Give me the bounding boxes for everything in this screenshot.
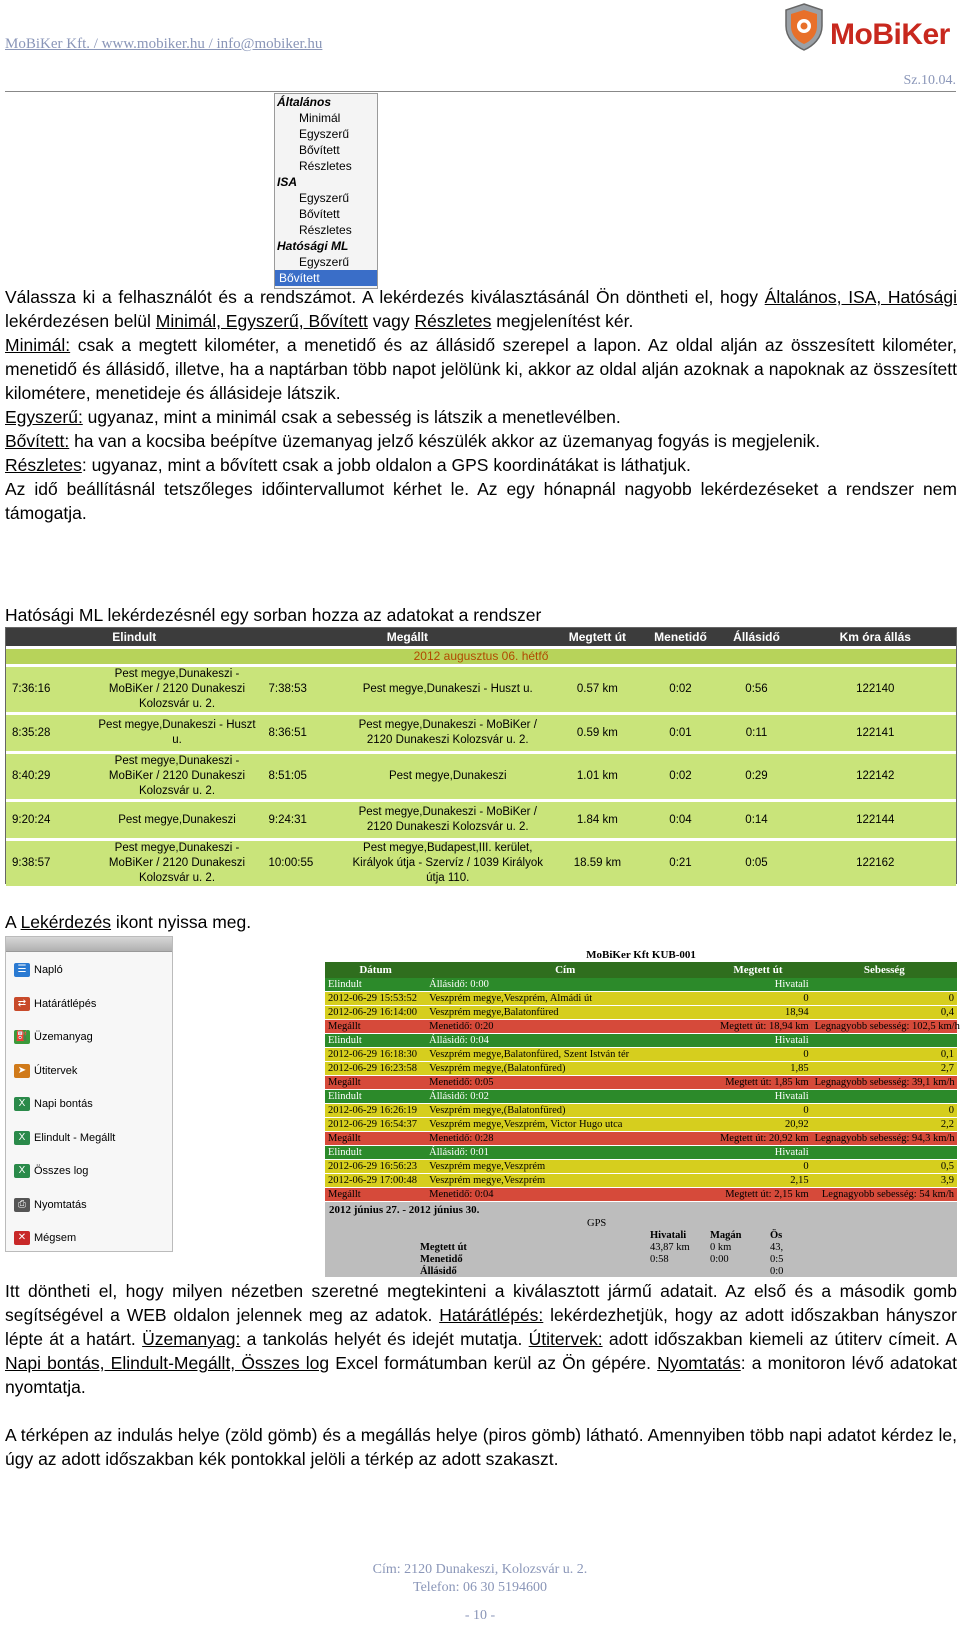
summary-row xyxy=(420,1254,960,1266)
header-company-line[interactable]: MoBiKer Kft. / www.mobiker.hu / info@mobiker.hu xyxy=(5,36,323,52)
report-cell: 1,85 xyxy=(704,1062,811,1076)
report-cell: 0 xyxy=(812,992,957,1006)
menu-item-label: Útitervek xyxy=(34,1064,78,1077)
report-cell: 2012-06-29 16:54:37 xyxy=(325,1118,426,1132)
table-cell: 1.01 km xyxy=(552,753,642,801)
report-cell: Állásidő: 0:01 xyxy=(426,1146,704,1160)
text-run: lekérdezésen belül xyxy=(5,311,156,331)
report-header: Megtett út xyxy=(704,962,811,978)
report-cell: Legnagyobb sebesség: 102,5 km/h xyxy=(812,1020,957,1034)
report-row xyxy=(325,1188,957,1202)
dropdown-option[interactable]: Általános xyxy=(277,95,332,109)
summary-cell: Állásidő xyxy=(420,1266,457,1277)
report-cell: Elindult xyxy=(325,1034,426,1048)
underlined-term: Bővített: xyxy=(5,431,70,451)
underlined-term: Napi bontás, Elindult-Megállt, Összes log xyxy=(5,1353,330,1373)
summary-header: Hivatali xyxy=(650,1230,687,1241)
text-run: ugyanaz, mint a minimál csak a sebesség is látszik a menetlevélben. xyxy=(82,407,621,427)
table-row xyxy=(6,714,956,753)
ml-table-screenshot xyxy=(5,627,957,884)
table-row xyxy=(6,840,956,887)
report-cell: 0,1 xyxy=(812,1048,957,1062)
menu-item[interactable] xyxy=(14,1093,93,1115)
text-run: megjelenítést kér. xyxy=(491,311,634,331)
summary-cell: Menetidő xyxy=(420,1254,463,1265)
report-cell: Veszprém megye,(Balatonfüred) xyxy=(426,1104,704,1118)
text-run: Itt döntheti el, hogy milyen nézetben szeretné megtekinteni a kiválasztott jármű adatait. Az első és a második gomb segítségével a WEB oldalon jelennek meg az adatok. xyxy=(5,1281,957,1325)
table-cell: 0:05 xyxy=(719,840,795,887)
table-cell: 0:14 xyxy=(719,801,795,840)
text-run: Excel formátumban kerül az Ön gépére. xyxy=(329,1353,658,1373)
summary-row xyxy=(420,1242,960,1254)
report-cell: 0,4 xyxy=(812,1006,957,1020)
printer-icon: ⎙ xyxy=(14,1198,30,1212)
table-cell: 0:02 xyxy=(643,753,719,801)
footer-address: Cím: 2120 Dunakeszi, Kolozsvár u. 2. xyxy=(372,1562,588,1577)
table-cell: 122141 xyxy=(795,714,957,753)
underlined-term: Üzemanyag: xyxy=(142,1329,241,1349)
report-header: Dátum xyxy=(325,962,426,978)
report-row xyxy=(325,992,957,1006)
underlined-term: Határátlépés: xyxy=(439,1305,544,1325)
view-options-paragraph xyxy=(5,1279,957,1399)
text-run: : ugyanaz, mint a bővített csak a jobb oldalon a GPS koordinátákat is láthatjuk. xyxy=(81,455,691,475)
page-number: - 10 - xyxy=(464,1608,496,1623)
report-cell: Hivatali xyxy=(704,1090,811,1104)
text-run: Az idő beállításnál tetszőleges időintervallumot kérhet le. Az egy hónapnál nagyobb lekérdezéseket a rendszer nem támogatja. xyxy=(5,479,957,523)
menu-titlebar xyxy=(6,937,172,952)
mobiker-logo xyxy=(782,2,957,54)
ml-header: Megállt xyxy=(263,628,553,648)
cancel-icon: ✕ xyxy=(14,1231,30,1245)
underlined-term: Minimál: xyxy=(5,335,71,355)
query-icon-caption xyxy=(5,910,957,934)
table-cell: 9:38:57 xyxy=(6,840,92,887)
report-cell: Menetidő: 0:28 xyxy=(426,1132,704,1146)
dropdown-option[interactable]: Egyszerű xyxy=(299,191,350,205)
summary-spacer xyxy=(420,1230,650,1242)
menu-item[interactable] xyxy=(14,1160,88,1182)
ml-header: Menetidő xyxy=(643,628,719,648)
table-cell: 0:11 xyxy=(719,714,795,753)
menu-item[interactable] xyxy=(14,993,96,1015)
table-cell: 10:00:55 xyxy=(263,840,344,887)
summary-cell: Megtett út xyxy=(420,1242,467,1253)
ml-header: Elindult xyxy=(6,628,263,648)
table-row xyxy=(6,801,956,840)
report-screenshot xyxy=(325,949,960,1277)
table-cell: 0:01 xyxy=(643,714,719,753)
table-cell: Pest megye,Dunakeszi - MoBiKer / 2120 Dunakeszi Kolozsvár u. 2. xyxy=(343,801,552,840)
report-cell: 2,2 xyxy=(812,1118,957,1132)
report-row xyxy=(325,978,957,992)
table-cell: 0:29 xyxy=(719,753,795,801)
report-cell: 0 xyxy=(704,1048,811,1062)
report-cell: Megállt xyxy=(325,1188,426,1202)
text-run: vagy xyxy=(367,311,415,331)
report-cell: Veszprém megye,Veszprém xyxy=(426,1174,704,1188)
report-cell: Veszprém megye,Veszprém, Almádi út xyxy=(426,992,704,1006)
text-run: : a monitoron lévő adatokat nyomtatja. xyxy=(5,1353,957,1397)
report-row xyxy=(325,1076,957,1090)
menu-item[interactable] xyxy=(14,1227,76,1249)
report-cell xyxy=(812,1090,957,1104)
menu-item-label: Napi bontás xyxy=(34,1098,93,1110)
report-summary xyxy=(325,1202,957,1277)
header-divider xyxy=(5,91,956,92)
table-cell: Pest megye,Dunakeszi - MoBiKer / 2120 Dunakeszi Kolozsvár u. 2. xyxy=(92,840,263,887)
table-cell: 0:02 xyxy=(643,666,719,714)
report-row xyxy=(325,1160,957,1174)
report-cell: 2,7 xyxy=(812,1062,957,1076)
report-cell xyxy=(812,1034,957,1048)
text-run: a tankolás helyét és idejét mutatja. xyxy=(240,1329,529,1349)
report-cell: Menetidő: 0:05 xyxy=(426,1076,704,1090)
report-cell: Elindult xyxy=(325,1146,426,1160)
menu-item-label: Elindult - Megállt xyxy=(34,1131,116,1144)
summary-cell: 0 km xyxy=(710,1242,732,1253)
text-run: ikont nyissa meg. xyxy=(111,912,252,932)
dropdown-option[interactable]: Részletes xyxy=(299,159,352,173)
dropdown-option[interactable]: Egyszerű xyxy=(299,255,350,269)
dropdown-option[interactable]: Bővített xyxy=(275,270,377,286)
report-cell: Veszprém megye,Veszprém xyxy=(426,1160,704,1174)
query-type-dropdown[interactable] xyxy=(274,93,378,289)
report-period: 2012 június 27. - 2012 június 30. xyxy=(329,1204,480,1216)
report-cell xyxy=(812,1146,957,1160)
report-cell: 0 xyxy=(704,1104,811,1118)
report-cell: Megtett út: 1,85 km xyxy=(704,1076,811,1090)
menu-item-label: Napló xyxy=(34,964,63,976)
text-run: Válassza ki a felhasználót és a rendszámot. A lekérdezés kiválasztásánál Ön döntheti el, hogy xyxy=(5,287,765,307)
table-cell: Pest megye,Dunakeszi - MoBiKer / 2120 Dunakeszi Kolozsvár u. 2. xyxy=(92,666,263,714)
table-cell: 122142 xyxy=(795,753,957,801)
report-row xyxy=(325,1090,957,1104)
report-cell: 3,9 xyxy=(812,1174,957,1188)
excel-icon: X xyxy=(14,1164,30,1178)
report-cell: Megtett út: 18,94 km xyxy=(704,1020,811,1034)
table-cell: 9:20:24 xyxy=(6,801,92,840)
report-header: Sebesség xyxy=(812,962,957,978)
report-row xyxy=(325,1020,957,1034)
report-cell xyxy=(812,978,957,992)
underlined-term: Általános, ISA, Hatósági xyxy=(764,287,957,307)
report-row xyxy=(325,1132,957,1146)
underlined-term: Részletes xyxy=(414,311,492,331)
report-cell: 2,15 xyxy=(704,1174,811,1188)
report-cell: 18,94 xyxy=(704,1006,811,1020)
table-cell: Pest megye,Budapest,III. kerület, Királyok útja - Szervíz / 1039 Királyok útja 110. xyxy=(343,840,552,887)
excel-icon: X xyxy=(14,1131,30,1145)
report-cell: Veszprém megye,Balatonfüred xyxy=(426,1006,704,1020)
underlined-term: Minimál, Egyszerű, Bővített xyxy=(155,311,368,331)
footer-phone: Telefon: 06 30 5194600 xyxy=(413,1580,547,1595)
menu-item[interactable] xyxy=(14,1026,93,1048)
report-cell: 2012-06-29 15:53:52 xyxy=(325,992,426,1006)
ml-caption: Hatósági ML lekérdezésnél egy sorban hozza az adatokat a rendszer xyxy=(5,605,542,625)
report-cell: 2012-06-29 16:56:23 xyxy=(325,1160,426,1174)
report-cell: Veszprém megye,(Balatonfüred) xyxy=(426,1062,704,1076)
intro-paragraph xyxy=(5,285,957,525)
table-cell: 0.57 km xyxy=(552,666,642,714)
menu-item-label: Üzemanyag xyxy=(34,1031,93,1043)
table-cell: 8:51:05 xyxy=(263,753,344,801)
table-cell: 0:56 xyxy=(719,666,795,714)
report-cell: Legnagyobb sebesség: 54 km/h xyxy=(812,1188,957,1202)
table-cell: 8:35:28 xyxy=(6,714,92,753)
report-cell: 2012-06-29 16:18:30 xyxy=(325,1048,426,1062)
report-cell: 0 xyxy=(812,1104,957,1118)
fuel-icon: ⛽ xyxy=(15,1031,29,1043)
table-row xyxy=(6,666,956,714)
report-cell: Legnagyobb sebesség: 94,3 km/h xyxy=(812,1132,957,1146)
summary-cell: 43,87 km xyxy=(650,1242,690,1253)
report-row xyxy=(325,1118,957,1132)
dropdown-option[interactable]: Hatósági ML xyxy=(277,239,349,253)
report-cell: 2012-06-29 16:23:58 xyxy=(325,1062,426,1076)
underlined-term: Egyszerű: xyxy=(5,407,83,427)
menu-item-label: Határátlépés xyxy=(34,997,97,1010)
summary-cell: 0:00 xyxy=(710,1254,729,1265)
ml-header: Megtett út xyxy=(552,628,642,648)
report-cell: 2012-06-29 16:26:19 xyxy=(325,1104,426,1118)
summary-cell: 0:5 xyxy=(770,1254,784,1265)
report-cell: Veszprém megye,Balatonfüred, Szent István tér xyxy=(426,1048,704,1062)
report-row xyxy=(325,1006,957,1020)
summary-cell xyxy=(650,1266,710,1278)
route-icon: ➤ xyxy=(14,1064,30,1078)
table-cell: 122140 xyxy=(795,666,957,714)
report-cell: Megállt xyxy=(325,1132,426,1146)
table-row xyxy=(6,753,956,801)
report-cell: Menetidő: 0:20 xyxy=(426,1020,704,1034)
report-gps-label: GPS xyxy=(587,1218,607,1229)
text-run: csak a megtett kilométer, a menetidő és az állásidő szerepel a lapon. Az oldal alján az összesített kilométer, menetidő és állásidő, illetve, ha a naptárban több napot jelölünk ki, akkor az oldal alján azoknak a napoknak az összesített kilométere, menetideje és állásideje látszik. xyxy=(5,335,957,403)
report-header: Cím xyxy=(426,962,704,978)
report-row xyxy=(325,1174,957,1188)
report-cell: 2012-06-29 17:00:48 xyxy=(325,1174,426,1188)
text-run: adott időszakban kiemeli az útiterv címeit. A xyxy=(602,1329,957,1349)
table-cell: 8:40:29 xyxy=(6,753,92,801)
report-row xyxy=(325,1048,957,1062)
report-cell: 20,92 xyxy=(704,1118,811,1132)
summary-header: Magán xyxy=(710,1230,742,1241)
underlined-term: Lekérdezés xyxy=(20,912,112,932)
report-cell: Veszprém megye,Veszprém, Victor Hugo utca xyxy=(426,1118,704,1132)
table-cell: 7:38:53 xyxy=(263,666,344,714)
shield-icon xyxy=(782,2,826,52)
report-cell: Megtett út: 2,15 km xyxy=(704,1188,811,1202)
excel-icon: X xyxy=(14,1097,30,1111)
report-cell: 0 xyxy=(704,1160,811,1174)
table-cell: 7:36:16 xyxy=(6,666,92,714)
table-cell: Pest megye,Dunakeszi - Huszt u. xyxy=(92,714,263,753)
report-cell: Megállt xyxy=(325,1020,426,1034)
log-icon: ☰ xyxy=(14,963,30,977)
summary-cell: 43, xyxy=(770,1242,784,1253)
ml-date-row: 2012 augusztus 06. hétfő xyxy=(6,648,956,666)
table-cell: Pest megye,Dunakeszi xyxy=(343,753,552,801)
report-cell: Menetidő: 0:04 xyxy=(426,1188,704,1202)
table-cell: Pest megye,Dunakeszi - MoBiKer / 2120 Dunakeszi Kolozsvár u. 2. xyxy=(343,714,552,753)
summary-cell xyxy=(710,1266,770,1278)
border-crossing-icon: ⇄ xyxy=(14,997,30,1011)
table-cell: 9:24:31 xyxy=(263,801,344,840)
table-cell: 18.59 km xyxy=(552,840,642,887)
underlined-term: Útitervek: xyxy=(528,1329,603,1349)
underlined-term: Részletes xyxy=(5,455,82,475)
logo-text: MoBiKer xyxy=(830,18,950,51)
report-title: MoBiKer Kft KUB-001 xyxy=(586,949,696,961)
summary-cell: 0:58 xyxy=(650,1254,669,1265)
text-run: lekérdezhetjük, hogy az adott időszakban hányszor lépte át a határt. xyxy=(5,1305,957,1349)
dropdown-option[interactable]: Részletes xyxy=(299,223,352,237)
menu-item[interactable] xyxy=(14,959,63,981)
table-cell: 8:36:51 xyxy=(263,714,344,753)
report-cell: Hivatali xyxy=(704,1034,811,1048)
menu-item-label: Mégsem xyxy=(34,1232,77,1244)
report-cell: Legnagyobb sebesség: 39,1 km/h xyxy=(812,1076,957,1090)
report-cell: Elindult xyxy=(325,978,426,992)
report-row xyxy=(325,1104,957,1118)
dropdown-option[interactable]: Minimál xyxy=(299,111,341,125)
report-cell: Hivatali xyxy=(704,1146,811,1160)
menu-item-label: Összes log xyxy=(34,1165,89,1177)
menu-item[interactable] xyxy=(14,1060,77,1082)
table-cell: 0:04 xyxy=(643,801,719,840)
ml-header: Km óra állás xyxy=(795,628,957,648)
table-cell: Pest megye,Dunakeszi xyxy=(92,801,263,840)
text-run: ha van a kocsiba beépítve üzemanyag jelző készülék akkor az üzemanyag fogyás is megjelenik. xyxy=(69,431,821,451)
summary-header-row xyxy=(420,1230,960,1242)
report-cell: Állásidő: 0:04 xyxy=(426,1034,704,1048)
summary-cell: 0:0 xyxy=(770,1266,784,1277)
dropdown-option[interactable]: Bővített xyxy=(299,143,340,157)
summary-row xyxy=(420,1266,960,1278)
dropdown-option[interactable]: Egyszerű xyxy=(299,127,350,141)
menu-item[interactable] xyxy=(14,1194,87,1216)
report-cell: 0 xyxy=(704,992,811,1006)
dropdown-option[interactable]: Bővített xyxy=(299,207,340,221)
report-cell: Állásidő: 0:00 xyxy=(426,978,704,992)
dropdown-option[interactable]: ISA xyxy=(277,175,298,189)
map-paragraph: A térképen az indulás helye (zöld gömb) és a megállás helye (piros gömb) látható. Amennyiben több napi adatot kérdez le, úgy az adott időszakban kék pontokkal jelöli a térkép az adott szakaszt. xyxy=(5,1425,957,1469)
table-cell: 122162 xyxy=(795,840,957,887)
document-code: Sz.10.04. xyxy=(903,73,956,88)
report-cell: Megtett út: 20,92 km xyxy=(704,1132,811,1146)
report-cell: Elindult xyxy=(325,1090,426,1104)
report-cell: 2012-06-29 16:14:00 xyxy=(325,1006,426,1020)
table-cell: Pest megye,Dunakeszi - MoBiKer / 2120 Dunakeszi Kolozsvár u. 2. xyxy=(92,753,263,801)
report-row xyxy=(325,1062,957,1076)
report-cell: Hivatali xyxy=(704,978,811,992)
ml-header: Állásidő xyxy=(719,628,795,648)
table-cell: Pest megye,Dunakeszi - Huszt u. xyxy=(343,666,552,714)
report-cell: 0,5 xyxy=(812,1160,957,1174)
query-menu xyxy=(5,936,173,1252)
table-cell: 1.84 km xyxy=(552,801,642,840)
text-run: A xyxy=(5,912,21,932)
underlined-term: Nyomtatás xyxy=(657,1353,741,1373)
menu-item[interactable] xyxy=(14,1127,115,1149)
report-row xyxy=(325,1034,957,1048)
summary-header: Ös xyxy=(770,1230,783,1241)
report-cell: Állásidő: 0:02 xyxy=(426,1090,704,1104)
report-row xyxy=(325,1146,957,1160)
menu-item-label: Nyomtatás xyxy=(34,1198,87,1211)
report-cell: Megállt xyxy=(325,1076,426,1090)
table-cell: 122144 xyxy=(795,801,957,840)
table-cell: 0:21 xyxy=(643,840,719,887)
table-cell: 0.59 km xyxy=(552,714,642,753)
